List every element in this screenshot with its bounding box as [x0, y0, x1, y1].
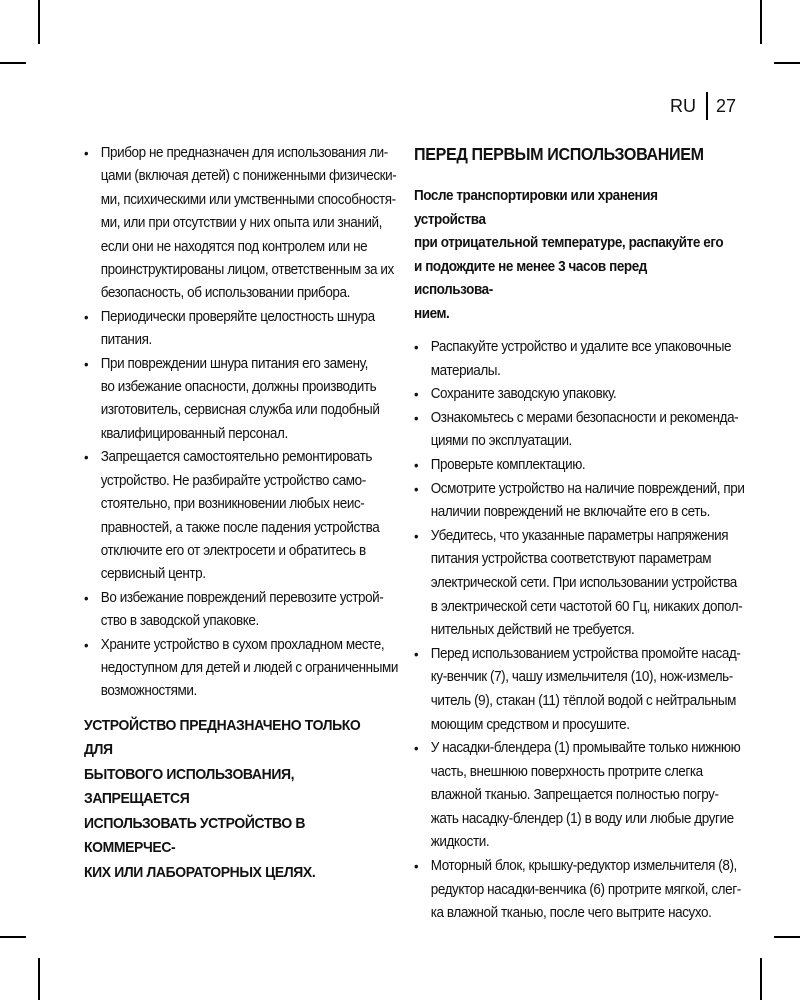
household-use-notice: УСТРОЙСТВО ПРЕДНАЗНАЧЕНО ТОЛЬКО ДЛЯ БЫТОВОГО ИСПОЛЬЗОВАНИЯ, ЗАПРЕЩАЕТСЯ ИСПОЛЬЗОВАТЬ УСТРОЙСТВО В КОММЕРЧЕС- КИХ ИЛИ ЛАБОРАТОРНЫХ ЦЕЛЯХ. [84, 716, 361, 881]
section-intro: После транспортировки или хранения устройства при отрицательной температуре, распакуйте его и подождите не менее 3 часов перед использова- нием. [414, 188, 724, 322]
section-title: ПЕРЕД ПЕРВЫМ ИСПОЛЬЗОВАНИЕМ [414, 144, 704, 164]
bullet-icon: • [84, 449, 89, 466]
list-item [414, 525, 745, 643]
crop-mark [774, 936, 800, 938]
safety-list [84, 142, 398, 704]
list-item [414, 643, 745, 737]
language-code: RU [669, 95, 696, 116]
bullet-icon: • [84, 636, 89, 653]
list-item-text: Во избежание повреждений перевозите устрой- ство в заводской упаковке. [100, 589, 384, 630]
bullet-icon: • [414, 339, 419, 355]
list-item-text: Моторный блок, крышку-редуктор измельчителя (8), редуктор насадки-венчика (6) протрите мягкой, слег- ка влажной тканью, после чего вытрите насухо. [430, 858, 741, 922]
bullet-icon: • [84, 355, 89, 372]
crop-mark [760, 0, 762, 44]
bullet-icon: • [414, 386, 419, 403]
crop-mark [760, 958, 762, 1000]
list-item-text: Убедитесь, что указанные параметры напряжения питания устройства соответствуют параметрам электрической сети. При использовании устройства в электрической сети частотой 60 Гц, никаких допол- нительных действий не требуется. [430, 527, 743, 639]
bullet-icon: • [414, 527, 419, 544]
list-item-text: Прибор не предназначен для использования ли- цами (включая детей) с пониженными физически- ми, психическими или умственными способностя- ми, или при отсутствии у них опыта или знаний, если они не находятся под контролем или не проинструктированы лицом, ответственным за их безопасность, об использовании прибора. [100, 145, 397, 302]
list-item-text: Ознакомьтесь с мерами безопасности и рекоменда- циями по эксплуатации. [430, 409, 739, 450]
list-item-text: Распакуйте устройство и удалите все упаковочные материалы. [430, 339, 732, 379]
list-item [84, 587, 399, 634]
list-item-text: Проверьте комплектацию. [430, 456, 586, 473]
list-item [84, 306, 399, 353]
list-item [84, 446, 399, 586]
bullet-icon: • [84, 589, 89, 606]
bullet-icon: • [414, 456, 419, 473]
page-number: 27 [715, 95, 736, 116]
right-column [414, 142, 745, 926]
list-item-text: Запрещается самостоятельно ремонтировать устройство. Не разбирайте устройство само- стоятельно, при возникновении любых неис- правностей, а также после падения устройства отключите его от электросети и обратитесь в сервисный центр. [100, 449, 380, 583]
list-item-text: Сохраните заводскую упаковку. [430, 386, 617, 403]
crop-mark [38, 958, 40, 1000]
list-item [414, 454, 745, 478]
list-item [414, 478, 745, 525]
list-item-text: У насадки-блендера (1) промывайте только нижнюю часть, внешнюю поверхность протрите слегка влажной тканью. Запрещается полностью погру- жать насадку-блендер (1) в воду или любые другие жидкости. [430, 740, 741, 851]
bullet-icon: • [414, 480, 419, 497]
list-item [414, 383, 745, 407]
list-item-text: При повреждении шнура питания его замену, во избежание опасности, должны производить изготовитель, сервисная служба или подобный квалифицированный персонал. [100, 355, 380, 442]
list-item [84, 353, 399, 447]
list-item [84, 634, 399, 704]
list-item-text: Храните устройство в сухом прохладном месте, недоступном для детей и людей с ограниченными возможностями. [100, 636, 398, 700]
crop-mark [0, 936, 26, 938]
page-header [670, 92, 736, 120]
bullet-icon: • [414, 409, 419, 426]
list-item [414, 855, 745, 926]
left-column [84, 142, 398, 885]
list-item-text: Периодически проверяйте целостность шнура питания. [100, 308, 375, 349]
first-use-list [414, 336, 745, 926]
list-item-text: Перед использованием устройства промойте насад- ку-венчик (7), чашу измельчителя (10), нож-измель- читель (9), стакан (11) тёплой водой с нейтральным моющим средством и просушите. [430, 645, 741, 733]
crop-mark [38, 0, 40, 44]
list-item [414, 737, 745, 855]
bullet-icon: • [414, 645, 419, 662]
list-item [414, 336, 745, 383]
crop-mark [0, 62, 26, 64]
bullet-icon: • [84, 145, 89, 161]
bullet-icon: • [414, 740, 419, 757]
list-item [414, 407, 745, 454]
list-item-text: Осмотрите устройство на наличие повреждений, при наличии повреждений не включайте его в сеть. [430, 480, 745, 521]
bullet-icon: • [84, 308, 89, 325]
list-item [84, 142, 399, 306]
crop-mark [774, 62, 800, 64]
bullet-icon: • [414, 858, 419, 875]
